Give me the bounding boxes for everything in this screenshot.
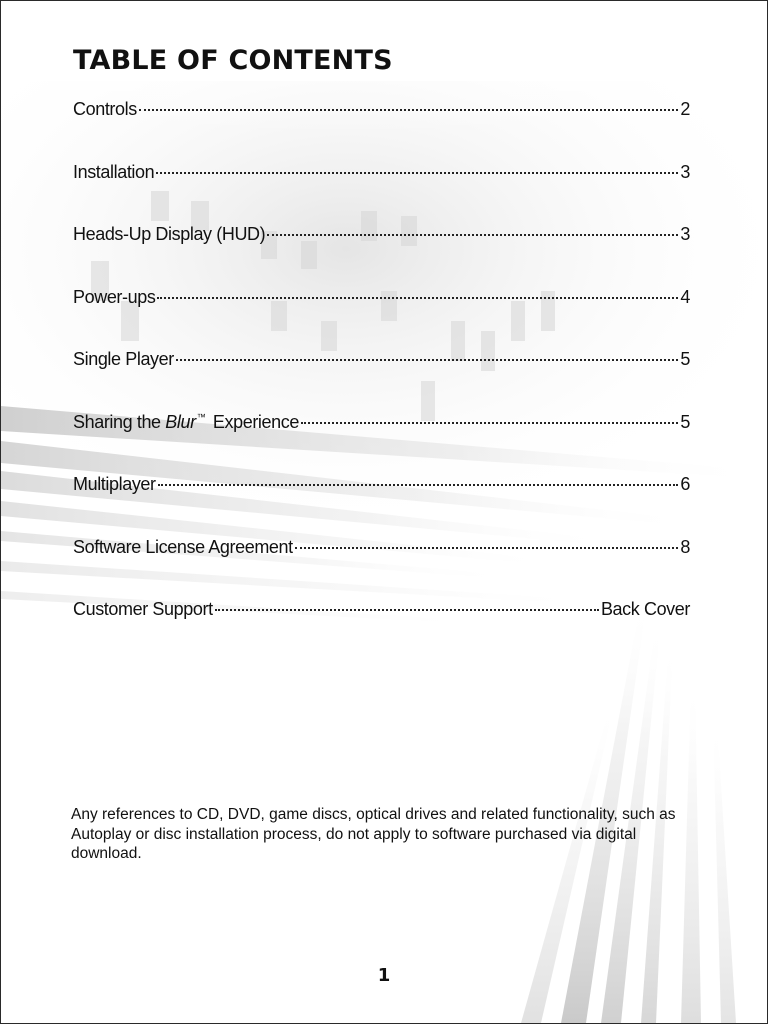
toc-entry-page: 5 <box>680 349 690 369</box>
toc-entry-label: Multiplayer <box>73 474 156 494</box>
toc-entry-controls[interactable] <box>73 99 690 162</box>
toc-entry-page: 3 <box>680 224 690 244</box>
toc-entry-label: Customer Support <box>73 599 213 619</box>
dot-leader <box>158 484 679 486</box>
toc-entry-multiplayer[interactable] <box>73 474 690 537</box>
toc-entry-power-ups[interactable] <box>73 287 690 350</box>
toc-entry-page: 3 <box>680 161 690 182</box>
toc-entry-hud[interactable] <box>73 224 690 287</box>
toc-entry-label: Heads-Up Display (HUD) <box>73 224 266 244</box>
toc-entry-page: 4 <box>680 286 690 307</box>
toc-entry-customer-support[interactable] <box>73 599 690 662</box>
toc-entry-label: Power-ups <box>73 286 156 307</box>
toc-entry-single-player[interactable] <box>73 349 690 412</box>
dot-leader <box>157 297 678 299</box>
toc-entry-page: 6 <box>680 474 690 494</box>
digital-download-notice: Any references to CD, DVD, game discs, optical drives and related functionality, such as Autoplay or disc installation process, do not apply to software purchased via digital download. <box>71 806 676 862</box>
dot-leader <box>267 234 678 236</box>
label-prefix: Sharing the <box>73 411 166 432</box>
trademark-symbol: ™ <box>196 411 206 422</box>
dot-leader <box>156 172 678 174</box>
toc-entry-label: Software License Agreement <box>73 536 293 557</box>
page-title: TABLE OF CONTENTS <box>73 45 393 76</box>
dot-leader <box>215 609 599 611</box>
page-number: 1 <box>377 965 391 986</box>
dot-leader <box>295 547 679 549</box>
table-of-contents <box>73 99 690 662</box>
toc-entry-label <box>73 412 299 433</box>
dot-leader <box>301 422 678 424</box>
label-suffix: Experience <box>208 411 299 432</box>
toc-entry-label: Controls <box>73 99 137 119</box>
toc-entry-installation[interactable] <box>73 162 690 225</box>
toc-entry-page: Back Cover <box>600 599 690 619</box>
toc-entry-page: 5 <box>680 411 690 432</box>
toc-entry-page: 8 <box>680 536 690 557</box>
toc-entry-software-license[interactable] <box>73 537 690 600</box>
toc-entry-sharing-blur[interactable] <box>73 412 690 475</box>
toc-entry-page: 2 <box>680 99 690 119</box>
dot-leader <box>176 359 679 361</box>
dot-leader <box>139 109 679 111</box>
toc-entry-label: Single Player <box>73 349 174 369</box>
toc-entry-label: Installation <box>73 161 155 182</box>
game-title-italic: Blur <box>165 411 196 432</box>
